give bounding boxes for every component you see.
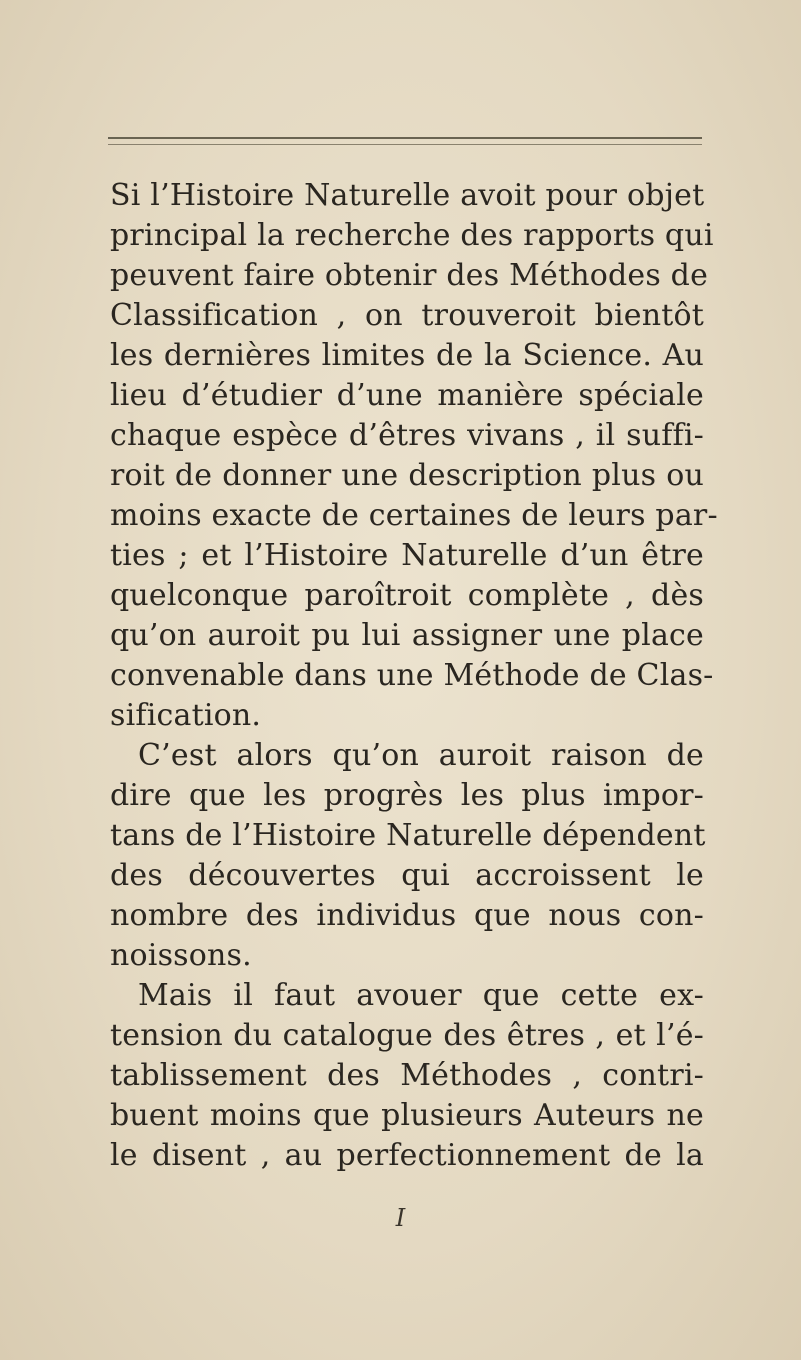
text-line-6: lieu d’étudier d’une manière spéciale xyxy=(110,378,704,413)
text-line-19: nombre des individus que nous con- xyxy=(110,898,704,933)
text-line-10: ties ; et l’Histoire Naturelle d’un être xyxy=(110,538,704,573)
text-line-20: noissons. xyxy=(110,938,252,973)
text-line-16: dire que les progrès les plus impor- xyxy=(110,778,704,813)
text-line-8: roit de donner une description plus ou xyxy=(110,458,704,493)
header-rule xyxy=(108,137,702,145)
text-line-15: C’est alors qu’on auroit raison de xyxy=(138,738,704,773)
text-line-12: qu’on auroit pu lui assigner une place xyxy=(110,618,704,653)
text-line-7: chaque espèce d’êtres vivans , il suffi- xyxy=(110,418,704,453)
text-line-24: buent moins que plusieurs Auteurs ne xyxy=(110,1098,704,1133)
text-line-18: des découvertes qui accroissent le xyxy=(110,858,704,893)
text-line-22: tension du catalogue des êtres , et l’é- xyxy=(110,1018,704,1053)
body-text xyxy=(110,176,718,1176)
text-line-3: peuvent faire obtenir des Méthodes de xyxy=(110,258,709,293)
text-line-11: quelconque paroîtroit complète , dès xyxy=(110,578,704,613)
text-line-23: tablissement des Méthodes , contri- xyxy=(110,1058,704,1093)
text-line-21: Mais il faut avouer que cette ex- xyxy=(138,978,704,1013)
text-line-9: moins exacte de certaines de leurs par- xyxy=(110,498,718,533)
text-line-2: principal la recherche des rapports qui xyxy=(110,218,714,253)
text-line-4: Classification , on trouveroit bientôt xyxy=(110,298,704,333)
text-line-25: le disent , au perfectionnement de la xyxy=(110,1138,704,1173)
text-line-14: sification. xyxy=(110,698,262,733)
text-line-17: tans de l’Histoire Naturelle dépendent xyxy=(110,818,706,853)
text-line-5: les dernières limites de la Science. Au xyxy=(110,338,704,373)
signature-mark: I xyxy=(395,1204,406,1232)
text-line-13: convenable dans une Méthode de Clas- xyxy=(110,658,714,693)
text-line-1: Si l’Histoire Naturelle avoit pour objet xyxy=(110,178,705,213)
